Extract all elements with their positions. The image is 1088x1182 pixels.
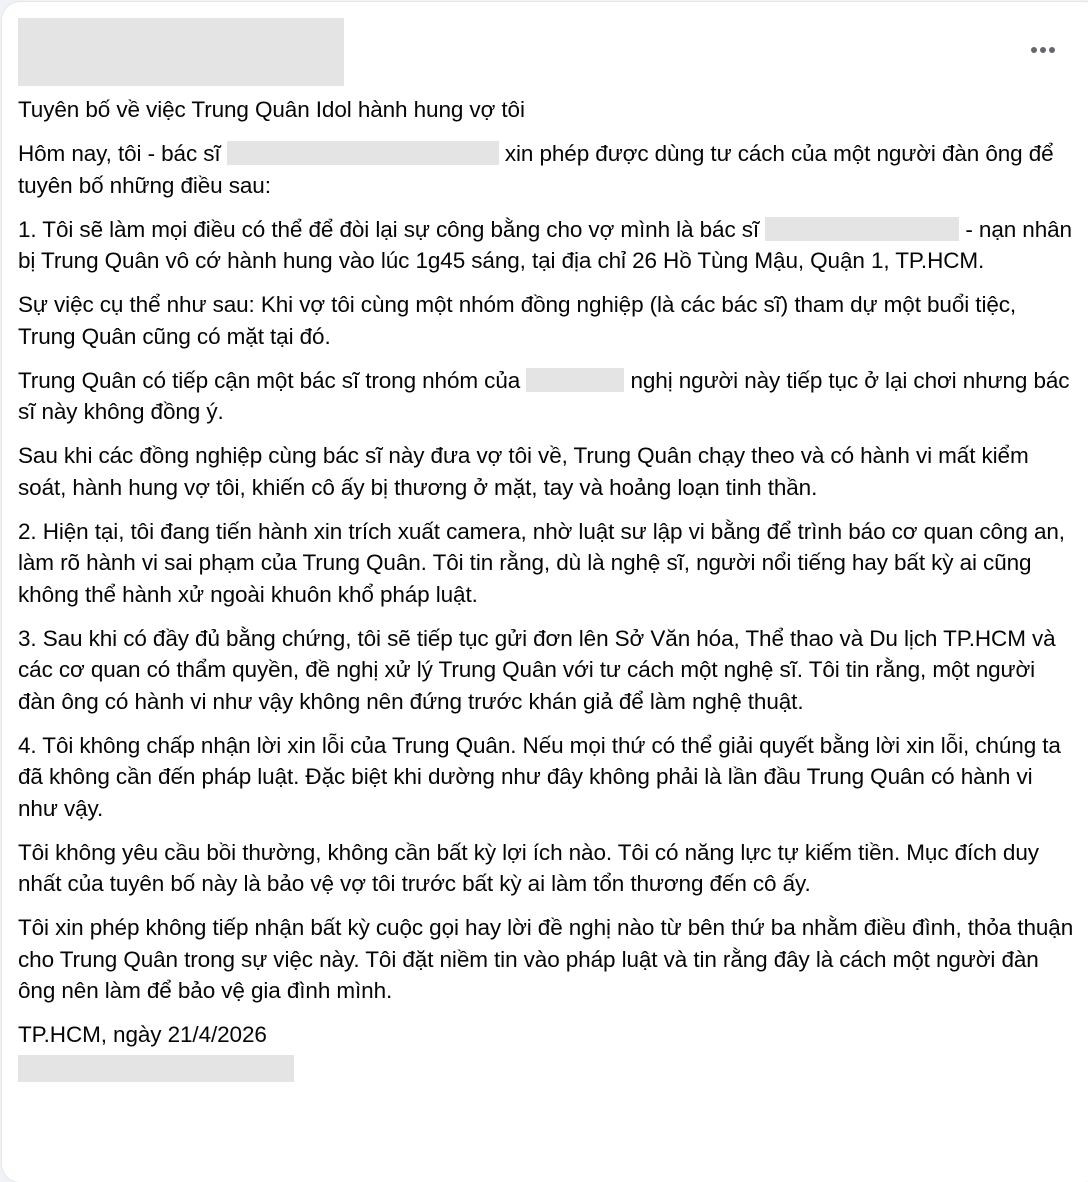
detail-2-text-before: Trung Quân có tiếp cận một bác sĩ trong nhóm của [18, 367, 527, 393]
detail-paragraph-3: Sau khi các đồng nghiệp cùng bác sĩ này đưa vợ tôi về, Trung Quân chạy theo và có hành vi mất kiểm soát, hành hung vợ tôi, khiến cô ấy bị thương ở mặt, tay và hoảng loạn tinh thần. [18, 443, 1029, 500]
redacted-name [765, 217, 959, 241]
redacted-name [227, 141, 499, 165]
intro-paragraph [18, 138, 1078, 201]
detail-paragraph-1: Sự việc cụ thể như sau: Khi vợ tôi cùng một nhóm đồng nghiệp (là các bác sĩ) tham dự một buổi tiệc, Trung Quân cũng có mặt tại đó. [18, 292, 1017, 349]
point-3: 3. Sau khi có đầy đủ bằng chứng, tôi sẽ tiếp tục gửi đơn lên Sở Văn hóa, Thể thao và Du lịch TP.HCM và các cơ quan có thẩm quyền, đề nghị xử lý Trung Quân với tư cách một nghệ sĩ. Tôi tin rằng, một người đàn ông có hành vi như vậy không nên đứng trước khán giả để làm nghệ thuật. [18, 625, 1056, 714]
detail-2-text-after: nghị người này tiếp tục ở lại chơi nhưng bác sĩ này không đồng ý. [18, 367, 1070, 424]
point-1 [18, 214, 1078, 277]
redacted-signature [18, 1055, 294, 1082]
point-1-text-before: 1. Tôi sẽ làm mọi điều có thể để đòi lại sự công bằng cho vợ mình là bác sĩ [18, 216, 766, 242]
redacted-author-header [18, 18, 344, 86]
redacted-name [526, 368, 624, 392]
ellipsis-horizontal-icon [1049, 47, 1055, 53]
post-title: Tuyên bố về việc Trung Quân Idol hành hung vợ tôi [18, 97, 525, 122]
point-2: 2. Hiện tại, tôi đang tiến hành xin trích xuất camera, nhờ luật sư lập vi bằng để trình báo cơ quan công an, làm rõ hành vi sai phạm của Trung Quân. Tôi tin rằng, dù là nghệ sĩ, người nổi tiếng hay bất kỳ ai cũng không thể hành xử ngoài khuôn khổ pháp luật. [18, 518, 1065, 607]
point-4: 4. Tôi không chấp nhận lời xin lỗi của Trung Quân. Nếu mọi thứ có thể giải quyết bằng lời xin lỗi, chúng ta đã không cần đến pháp luật. Đặc biệt khi dường như đây không phải là lần đầu Trung Quân có hành vi như vậy. [18, 732, 1061, 821]
statement-paragraph-2: Tôi xin phép không tiếp nhận bất kỳ cuộc gọi hay lời đề nghị nào từ bên thứ ba nhằm điều đình, thỏa thuận cho Trung Quân trong sự việc này. Tôi đặt niềm tin vào pháp luật và tin rằng đây là cách một người đàn ông nên làm để bảo vệ gia đình mình. [18, 915, 1074, 1003]
signature-date: TP.HCM, ngày 21/4/2026 [18, 1022, 267, 1047]
detail-paragraph-2 [18, 365, 1078, 428]
ellipsis-horizontal-icon [1031, 47, 1037, 53]
point-1-text-after: - nạn nhân bị Trung Quân vô cớ hành hung vào lúc 1g45 sáng, tại địa chỉ 26 Hồ Tùng Mậu, Quận 1, TP.HCM. [18, 216, 1072, 273]
statement-paragraph-1: Tôi không yêu cầu bồi thường, không cần bất kỳ lợi ích nào. Tôi có năng lực tự kiếm tiền. Mục đích duy nhất của tuyên bố này là bảo vệ vợ tôi trước bất kỳ ai làm tổn thương đến cô ấy. [18, 839, 1039, 896]
intro-text-after: xin phép được dùng tư cách của một người đàn ông để tuyên bố những điều sau: [18, 141, 1054, 198]
intro-text-before: Hôm nay, tôi - bác sĩ [18, 141, 227, 166]
ellipsis-horizontal-icon [1040, 47, 1046, 53]
post-body [18, 94, 1078, 1082]
more-options-button[interactable] [1028, 40, 1058, 60]
